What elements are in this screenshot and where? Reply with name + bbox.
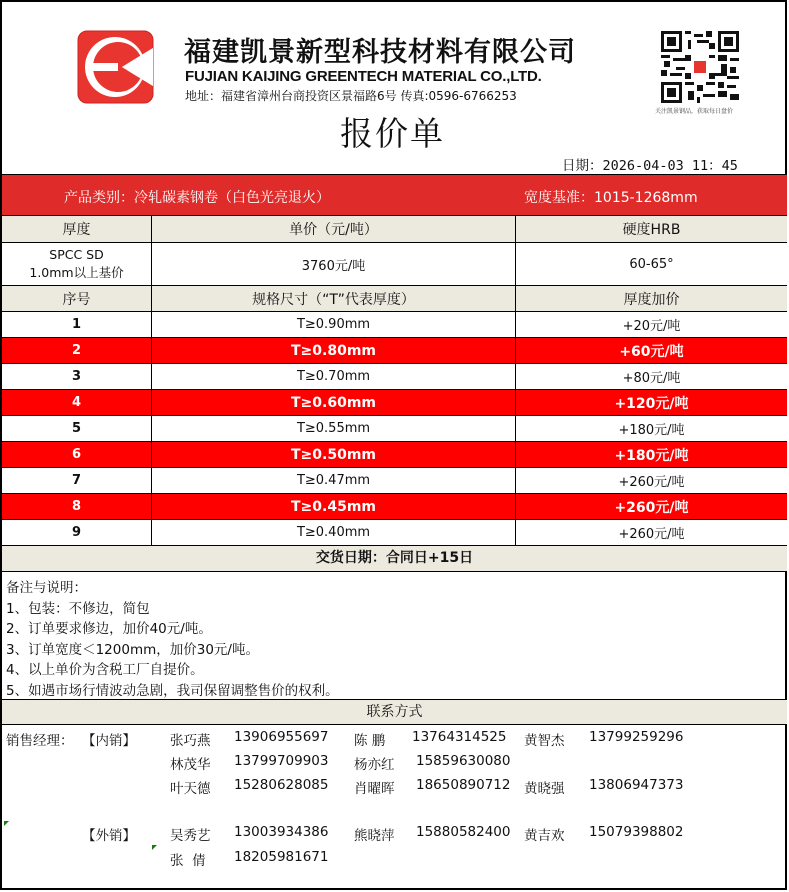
note-item: 4、以上单价为含税工厂自提价。 <box>6 662 204 678</box>
row-spec: T≥0.90mm <box>152 312 516 337</box>
contact-name: 林茂华 <box>170 757 211 773</box>
row-index: 6 <box>2 442 152 467</box>
row-spec: T≥0.60mm <box>152 390 516 415</box>
contact-name: 张 倩 <box>170 853 206 869</box>
row-spec: T≥0.55mm <box>152 416 516 441</box>
contact-header: 联系方式 <box>2 699 787 725</box>
row-surcharge: +180元/吨 <box>614 447 689 464</box>
row-index: 7 <box>2 468 152 493</box>
contact-phone[interactable]: 13799259296 <box>589 729 684 745</box>
contact-name: 张巧燕 <box>170 733 211 749</box>
table-row <box>2 519 787 545</box>
base-thickness <box>2 243 152 285</box>
row-index: 3 <box>2 364 152 389</box>
contact-phone[interactable]: 13764314525 <box>412 729 507 745</box>
row-surcharge: +80元/吨 <box>622 371 681 386</box>
header-thickness-surcharge: 厚度加价 <box>623 291 680 308</box>
contact-phone[interactable]: 15859630080 <box>416 753 511 769</box>
row-surcharge: +20元/吨 <box>622 319 681 334</box>
company-name-cn: 福建凯景新型科技材料有限公司 <box>184 37 576 68</box>
contact-name: 黄吉欢 <box>524 828 565 844</box>
base-thickness-desc: 1.0mm以上基价 <box>29 265 124 280</box>
cell-comment-marker-icon <box>4 821 9 826</box>
row-surcharge: +120元/吨 <box>614 395 689 412</box>
contact-name: 黄晓强 <box>524 781 565 797</box>
base-price-row <box>2 242 787 285</box>
row-spec: T≥0.45mm <box>152 494 516 519</box>
quote-date: 日期：2026-04-03 11：45 <box>562 158 738 174</box>
contact-name: 陈 鹏 <box>354 733 386 749</box>
table-row <box>2 467 787 493</box>
table-row <box>2 311 787 337</box>
qr-caption: 关注凯景钢品，获取每日盘价 <box>655 108 734 115</box>
table-row <box>2 441 787 467</box>
contact-phone[interactable]: 13799709903 <box>234 753 329 769</box>
contact-name: 杨亦红 <box>354 757 395 773</box>
contact-phone[interactable]: 18205981671 <box>234 849 329 865</box>
contact-name: 熊晓萍 <box>354 828 395 844</box>
contact-phone[interactable]: 13003934386 <box>234 824 329 840</box>
spec-table-header <box>2 285 787 311</box>
contact-phone[interactable]: 18650890712 <box>416 777 511 793</box>
qr-code-icon[interactable] <box>661 31 739 103</box>
export-label: 【外销】 <box>82 828 136 844</box>
table-row <box>2 415 787 441</box>
contact-name: 叶天德 <box>170 781 211 797</box>
sales-manager-label: 销售经理： <box>6 733 74 749</box>
row-spec: T≥0.50mm <box>152 442 516 467</box>
row-surcharge: +60元/吨 <box>619 343 684 360</box>
product-info-band <box>2 174 787 215</box>
base-price: 3760元/吨 <box>152 243 516 285</box>
contact-phone[interactable]: 13806947373 <box>589 777 684 793</box>
header-unit-price: 单价（元/吨） <box>152 216 516 242</box>
domestic-label: 【内销】 <box>82 733 136 749</box>
contact-phone[interactable]: 15079398802 <box>589 824 684 840</box>
base-table-header <box>2 215 787 242</box>
row-index: 4 <box>2 390 152 415</box>
notes-section <box>2 571 787 699</box>
company-logo-icon <box>77 30 154 104</box>
row-index: 8 <box>2 494 152 519</box>
row-surcharge: +180元/吨 <box>618 423 685 438</box>
base-hardness: 60-65° <box>629 256 674 272</box>
contact-name: 肖曜晖 <box>354 781 395 797</box>
contact-phone[interactable]: 15280628085 <box>234 777 329 793</box>
row-surcharge: +260元/吨 <box>618 475 685 490</box>
row-index: 2 <box>2 338 152 363</box>
header-spec: 规格尺寸（“T”代表厚度） <box>152 286 516 311</box>
contact-name: 黄智杰 <box>524 733 565 749</box>
contact-name: 吴秀艺 <box>170 828 211 844</box>
table-row <box>2 337 787 363</box>
row-index: 5 <box>2 416 152 441</box>
header-thickness: 厚度 <box>2 216 152 242</box>
width-base: 宽度基准：1015-1268mm <box>524 190 698 206</box>
row-index: 1 <box>2 312 152 337</box>
note-item: 5、如遇市场行情波动急剧，我司保留调整售价的权利。 <box>6 682 339 699</box>
note-item: 2、订单要求修边，加价40元/吨。 <box>6 621 212 637</box>
row-surcharge: +260元/吨 <box>614 499 689 516</box>
row-spec: T≥0.80mm <box>152 338 516 363</box>
row-spec: T≥0.70mm <box>152 364 516 389</box>
header-index: 序号 <box>2 286 152 311</box>
product-category: 产品类别：冷轧碳素钢卷（白色光亮退火） <box>64 190 330 206</box>
row-spec: T≥0.47mm <box>152 468 516 493</box>
table-row <box>2 363 787 389</box>
base-grade: SPCC SD <box>49 247 104 262</box>
contact-list <box>2 726 787 890</box>
note-item: 1、包装：不修边，简包 <box>6 600 150 617</box>
note-item: 3、订单宽度＜1200mm，加价30元/吨。 <box>6 641 259 658</box>
page-title: 报价单 <box>340 114 445 153</box>
row-index: 9 <box>2 520 152 545</box>
notes-title: 备注与说明： <box>6 580 87 596</box>
row-spec: T≥0.40mm <box>152 520 516 545</box>
company-name-en: FUJIAN KAIJING GREENTECH MATERIAL CO.,LTD. <box>185 68 542 85</box>
table-row <box>2 389 787 415</box>
contact-phone[interactable]: 15880582400 <box>416 824 511 840</box>
contact-phone[interactable]: 13906955697 <box>234 729 329 745</box>
company-address: 地址：福建省漳州台商投资区景福路6号 传真:0596-6766253 <box>185 89 517 103</box>
delivery-date: 交货日期：合同日+15日 <box>2 545 787 571</box>
row-surcharge: +260元/吨 <box>618 527 685 542</box>
header-hardness: 硬度HRB <box>622 222 681 238</box>
cell-comment-marker-icon <box>152 845 157 850</box>
table-row <box>2 493 787 519</box>
